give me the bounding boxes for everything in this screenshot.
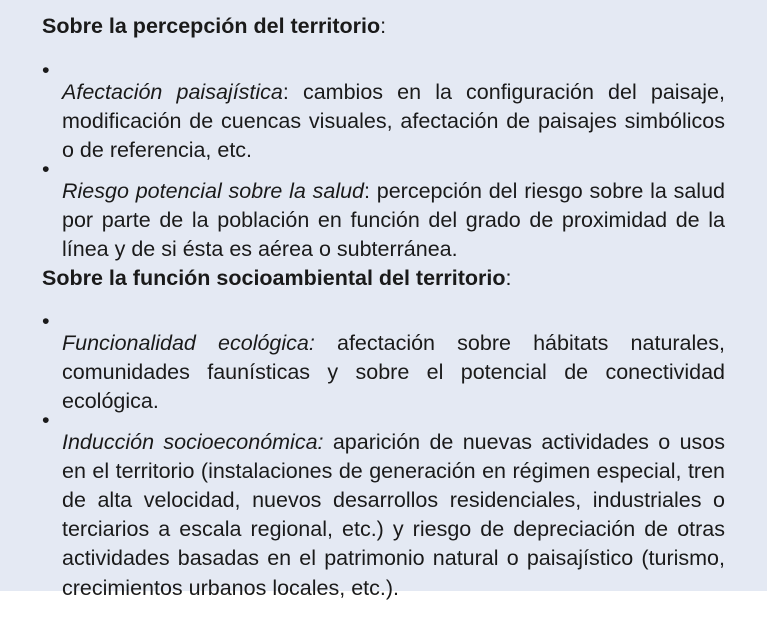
bullet-icon: • (42, 157, 50, 181)
list-item-description: : cambios en la configuración del paisaje, modificación de cuencas visuales, afectación de paisajes simbólicos o de referencia, etc. (62, 79, 725, 162)
list-item-body (62, 177, 725, 265)
section-heading-socioenvironmental-text: Sobre la función socioambiental del territorio (42, 266, 506, 290)
list-item-term: Inducción socioeconómica: (62, 429, 324, 454)
list-item-description: afectación sobre hábitats naturales, comunidades faunísticas y sobre el potencial de conectividad ecológica. (62, 330, 725, 413)
list-item-description: aparición de nuevas actividades o usos en el territorio (instalaciones de generación en régimen especial, tren de alta velocidad, nuevos desarrollos residenciales, industriales o terciarios a escala regional, etc.) y riesgo de depreciación de otras actividades basadas en el patrimonio natural o paisajístico (turismo, crecimientos urbanos locales, etc.). (62, 429, 725, 600)
bullet-icon: • (42, 309, 50, 333)
section-heading-perception (42, 12, 386, 41)
list-item-description: : percepción del riesgo sobre la salud por parte de la población en función del grado de proximidad de la línea y de si ésta es aérea o subterránea. (62, 178, 725, 261)
list-item-body (62, 329, 725, 417)
section-heading-perception-text: Sobre la percepción del territorio (42, 14, 381, 38)
bullet-icon: • (42, 408, 50, 432)
section-heading-perception-colon: : (380, 14, 387, 38)
list-item-term: Funcionalidad ecológica: (62, 330, 315, 355)
section-heading-socioenvironmental (42, 264, 512, 293)
list-item-socioeconomic-induction (42, 406, 725, 624)
list-item-term: Afectación paisajística (62, 79, 283, 104)
list-item-term: Riesgo potencial sobre la salud (62, 178, 365, 203)
section-heading-socioenvironmental-colon: : (505, 266, 512, 290)
bullet-icon: • (42, 58, 50, 82)
list-item-body (62, 78, 725, 166)
list-item-body (62, 428, 725, 603)
